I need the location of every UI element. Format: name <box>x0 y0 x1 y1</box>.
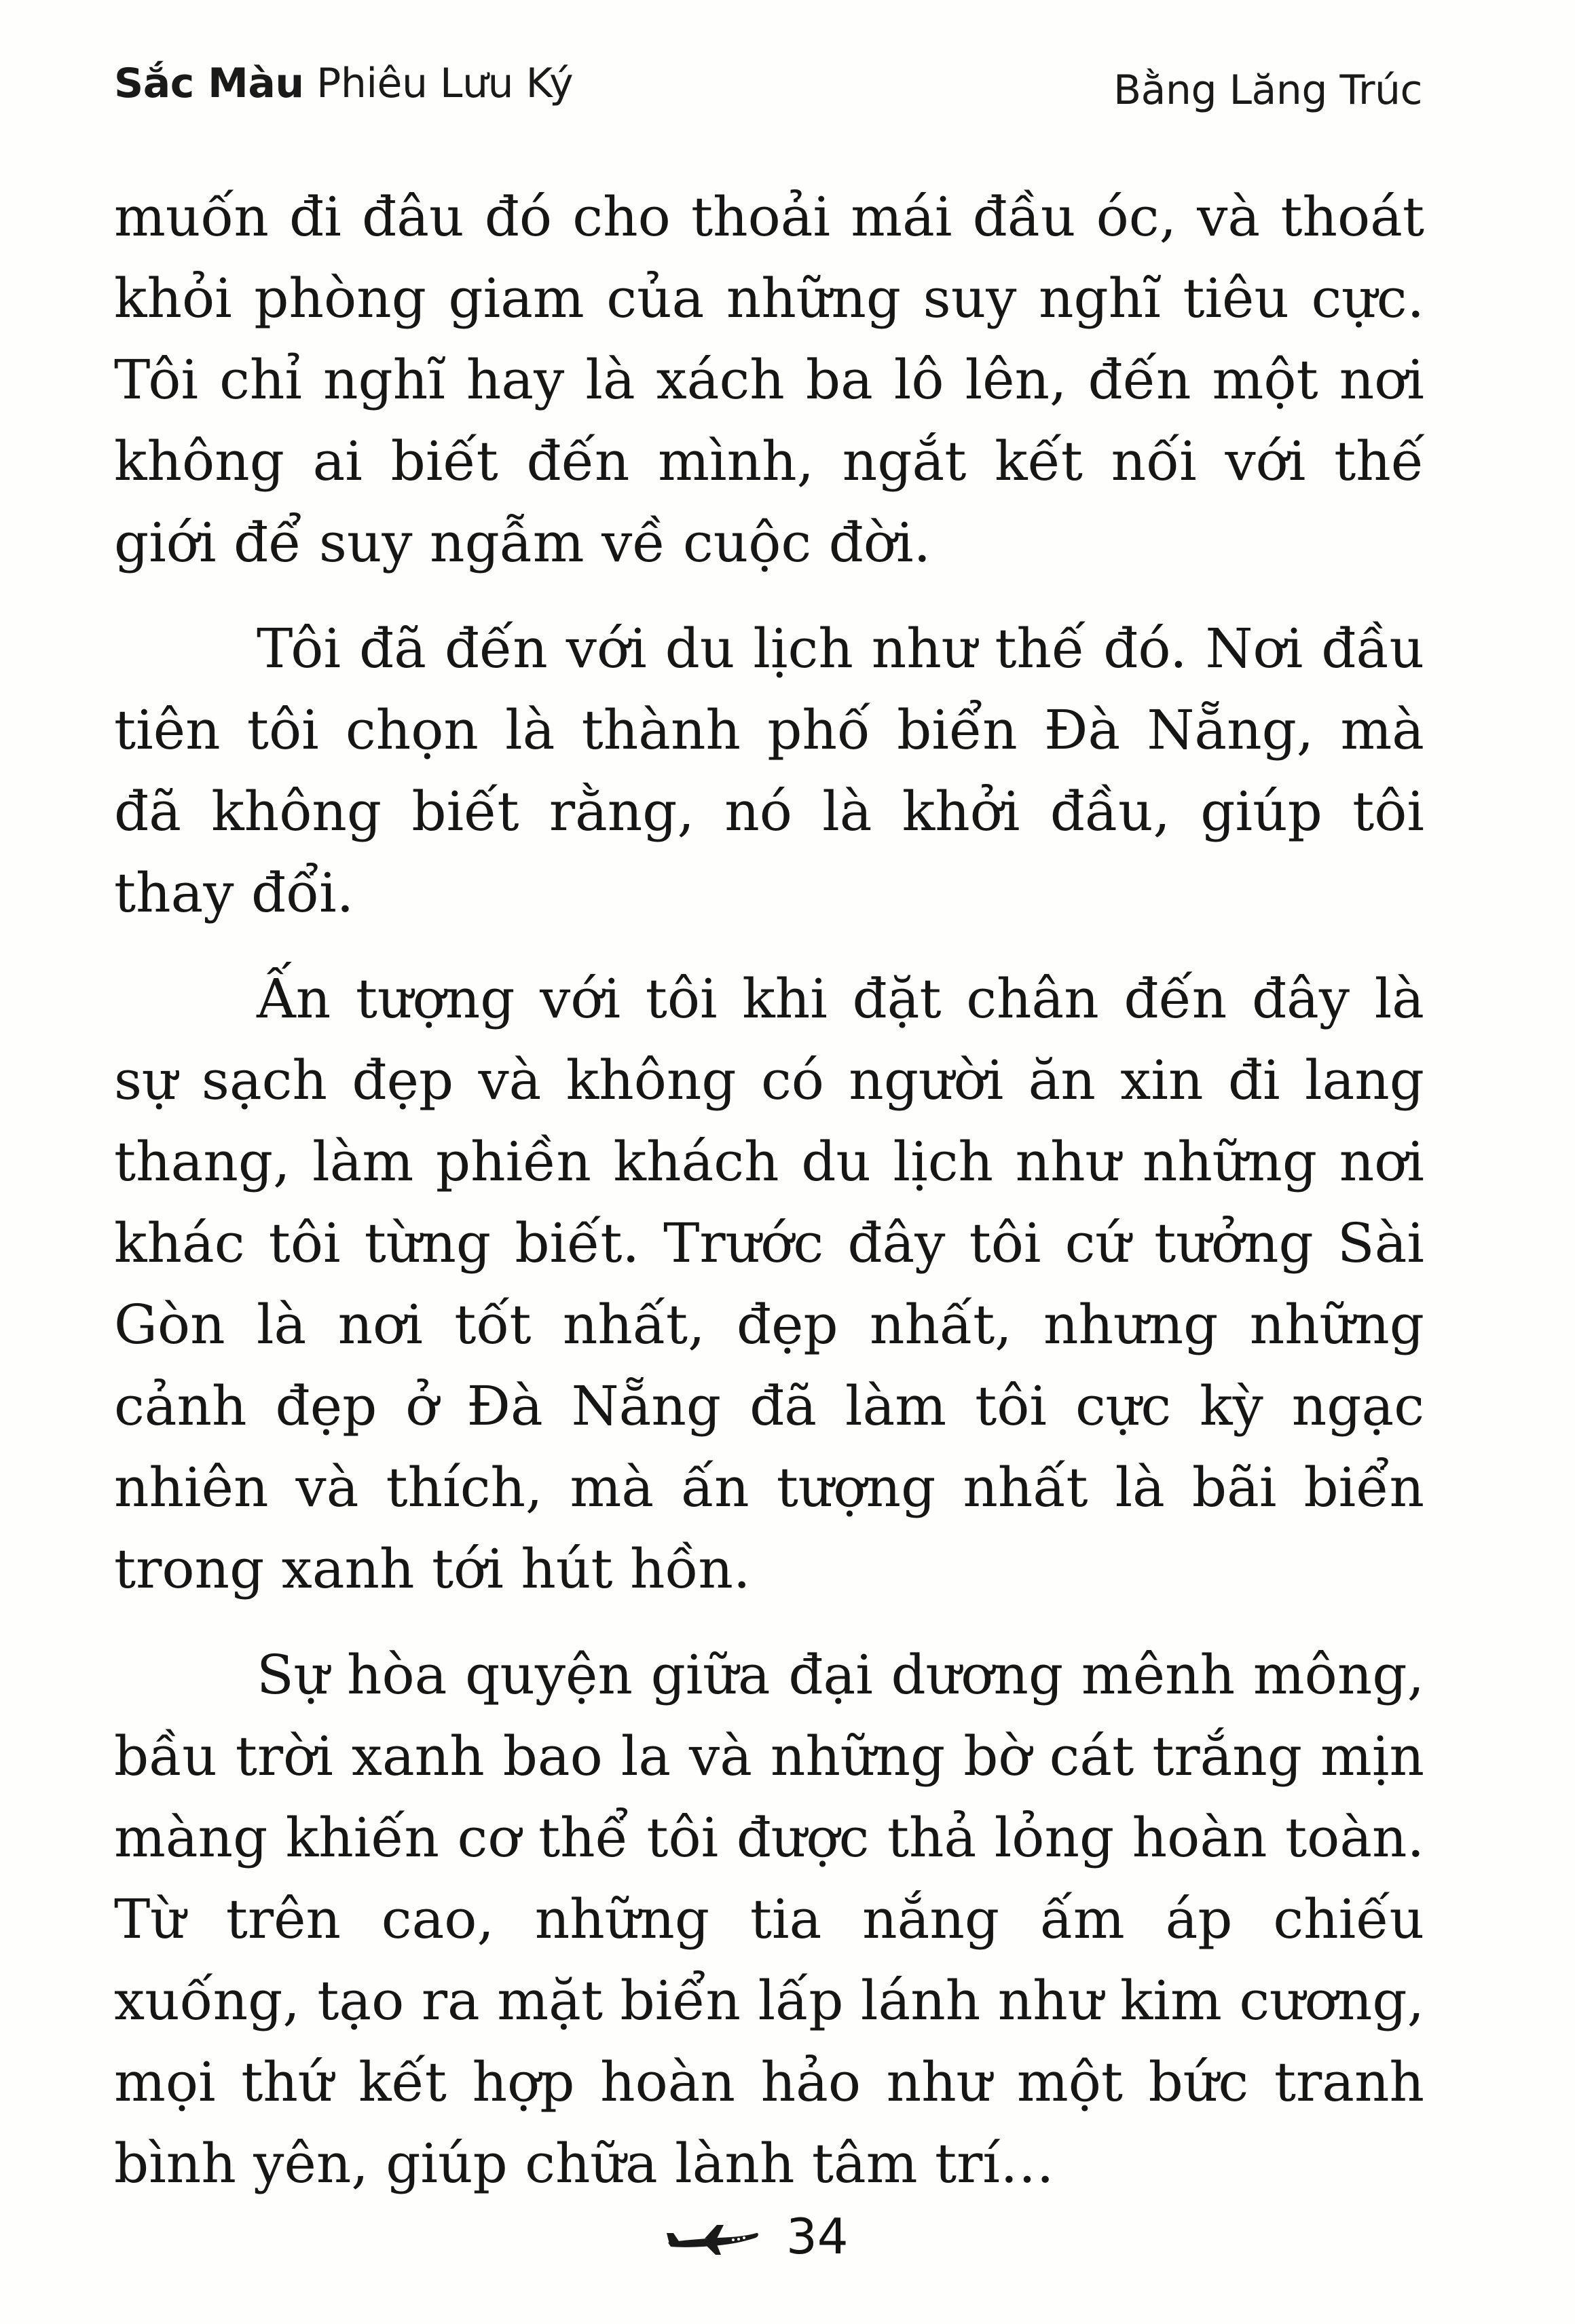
running-header-book-title <box>114 60 573 107</box>
paragraph-1: muốn đi đâu đó cho thoải mái đầu óc, và thoát khỏi phòng giam của những suy nghĩ tiêu cực. Tôi chỉ nghĩ hay là xách ba lô lên, đến một nơi không ai biết đến mình, ngắt kết nối với thế giới để suy ngẫm về cuộc đời. <box>114 185 1424 574</box>
body-text <box>114 176 1424 2229</box>
page-footer <box>665 2199 849 2274</box>
book-title-rest: Phiêu Lưu Ký <box>316 60 574 107</box>
paragraph-3: Ấn tượng với tôi khi đặt chân đến đây là sự sạch đẹp và không có người ăn xin đi lang thang, làm phiền khách du lịch như những nơi khác tôi từng biết. Trước đây tôi cứ tưởng Sài Gòn là nơi tốt nhất, đẹp nhất, nhưng những cảnh đẹp ở Đà Nẵng đã làm tôi cực kỳ ngạc nhiên và thích, mà ấn tượng nhất là bãi biển trong xanh tới hút hồn. <box>114 967 1424 1600</box>
paragraph-4: Sự hòa quyện giữa đại dương mênh mông, bầu trời xanh bao la và những bờ cát trắng mịn màng khiến cơ thể tôi được thả lỏng hoàn toàn. Từ trên cao, những tia nắng ấm áp chiếu xuống, tạo ra mặt biển lấp lánh như kim cương, mọi thứ kết hợp hoàn hảo như một bức tranh bình yên, giúp chữa lành tâm trí… <box>114 1643 1424 2195</box>
book-title-bold: Sắc Màu <box>114 60 304 107</box>
paragraph-2: Tôi đã đến với du lịch như thế đó. Nơi đầu tiên tôi chọn là thành phố biển Đà Nẵng, mà đã không biết rằng, nó là khởi đầu, giúp tôi thay đổi. <box>114 617 1424 924</box>
airplane-icon <box>665 2213 760 2260</box>
page-number: 34 <box>786 2208 849 2265</box>
running-header-author: Bằng Lăng Trúc <box>1113 67 1423 114</box>
